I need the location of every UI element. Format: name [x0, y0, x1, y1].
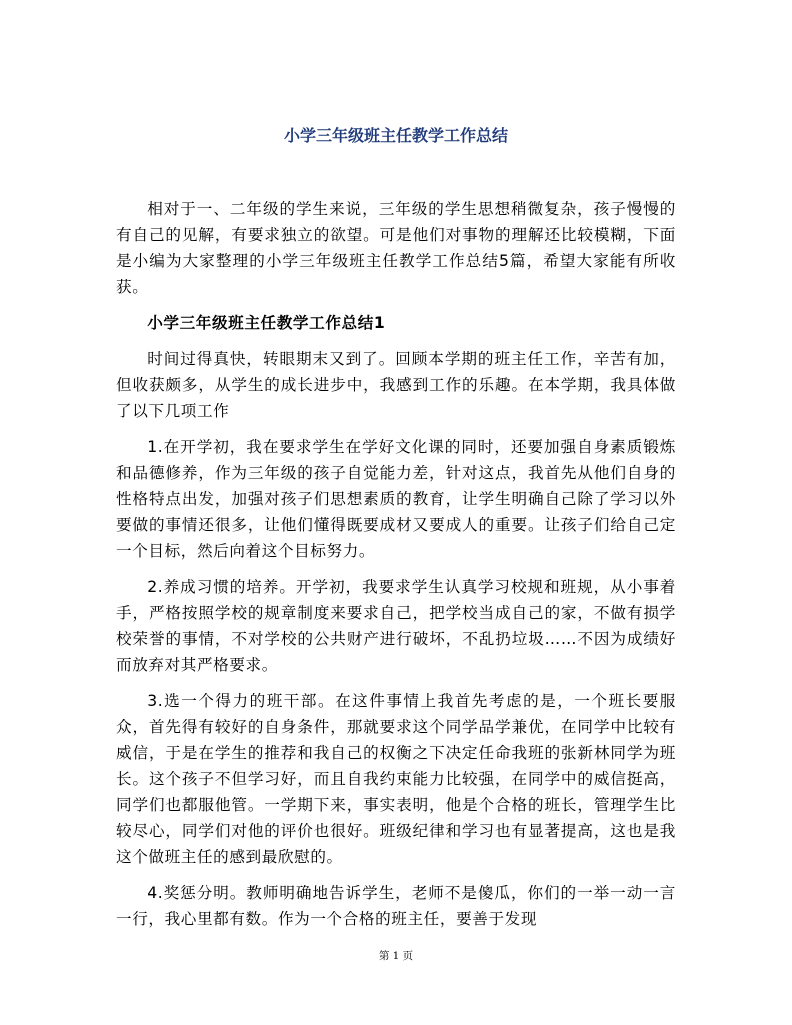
document-title: 小学三年级班主任教学工作总结 [283, 126, 508, 145]
body-paragraph: 1.在开学初，我在要求学生在学好文化课的同时，还要加强自身素质锻炼和品德修养，作为三年级的孩子自觉能力差，针对这点，我首先从他们自身的性格特点出发，加强对孩子们思想素质的教育，让学生明确自己除了学习以外要做的事情还很多，让他们懂得既要成材又要成人的重要。让孩子们给自己定一个目标，然后向着这个目标努力。 [116, 438, 676, 560]
body-paragraph: 时间过得真快，转眼期末又到了。回顾本学期的班主任工作，辛苦有加，但收获颇多，从学生的成长进步中，我感到工作的乐趣。在本学期，我具体做了以下几项工作 [116, 350, 676, 420]
body-paragraph: 2.养成习惯的培养。开学初，我要求学生认真学习校规和班规，从小事着手，严格按照学校的规章制度来要求自己，把学校当成自己的家，不做有损学校荣誉的事情，不对学校的公共财产进行破坏，不乱扔垃圾……不因为成绩好而放弃对其严格要求。 [116, 578, 676, 674]
section-heading: 小学三年级班主任教学工作总结1 [147, 314, 386, 332]
page-number: 第 1 页 [378, 950, 414, 962]
document-body [116, 196, 676, 942]
intro-paragraph: 相对于一、二年级的学生来说，三年级的学生思想稍微复杂，孩子慢慢的有自己的见解，有要求独立的欲望。可是他们对事物的理解还比较模糊，下面是小编为大家整理的小学三年级班主任教学工作总结5篇，希望大家能有所收获。 [116, 200, 676, 296]
body-paragraph: 3.选一个得力的班干部。在这件事情上我首先考虑的是，一个班长要服众，首先得有较好的自身条件，那就要求这个同学品学兼优，在同学中比较有威信，于是在学生的推荐和我自己的权衡之下决定任命我班的张新林同学为班长。这个孩子不但学习好，而且自我约束能力比较强，在同学中的威信挺高，同学们也都服他管。一学期下来，事实表明，他是个合格的班长，管理学生比较尽心，同学们对他的评价也很好。班级纪律和学习也有显著提高，这也是我这个做班主任的感到最欣慰的。 [116, 692, 676, 866]
body-paragraph: 4.奖惩分明。教师明确地告诉学生，老师不是傻瓜，你们的一举一动一言一行，我心里都有数。作为一个合格的班主任，要善于发现 [116, 884, 676, 928]
